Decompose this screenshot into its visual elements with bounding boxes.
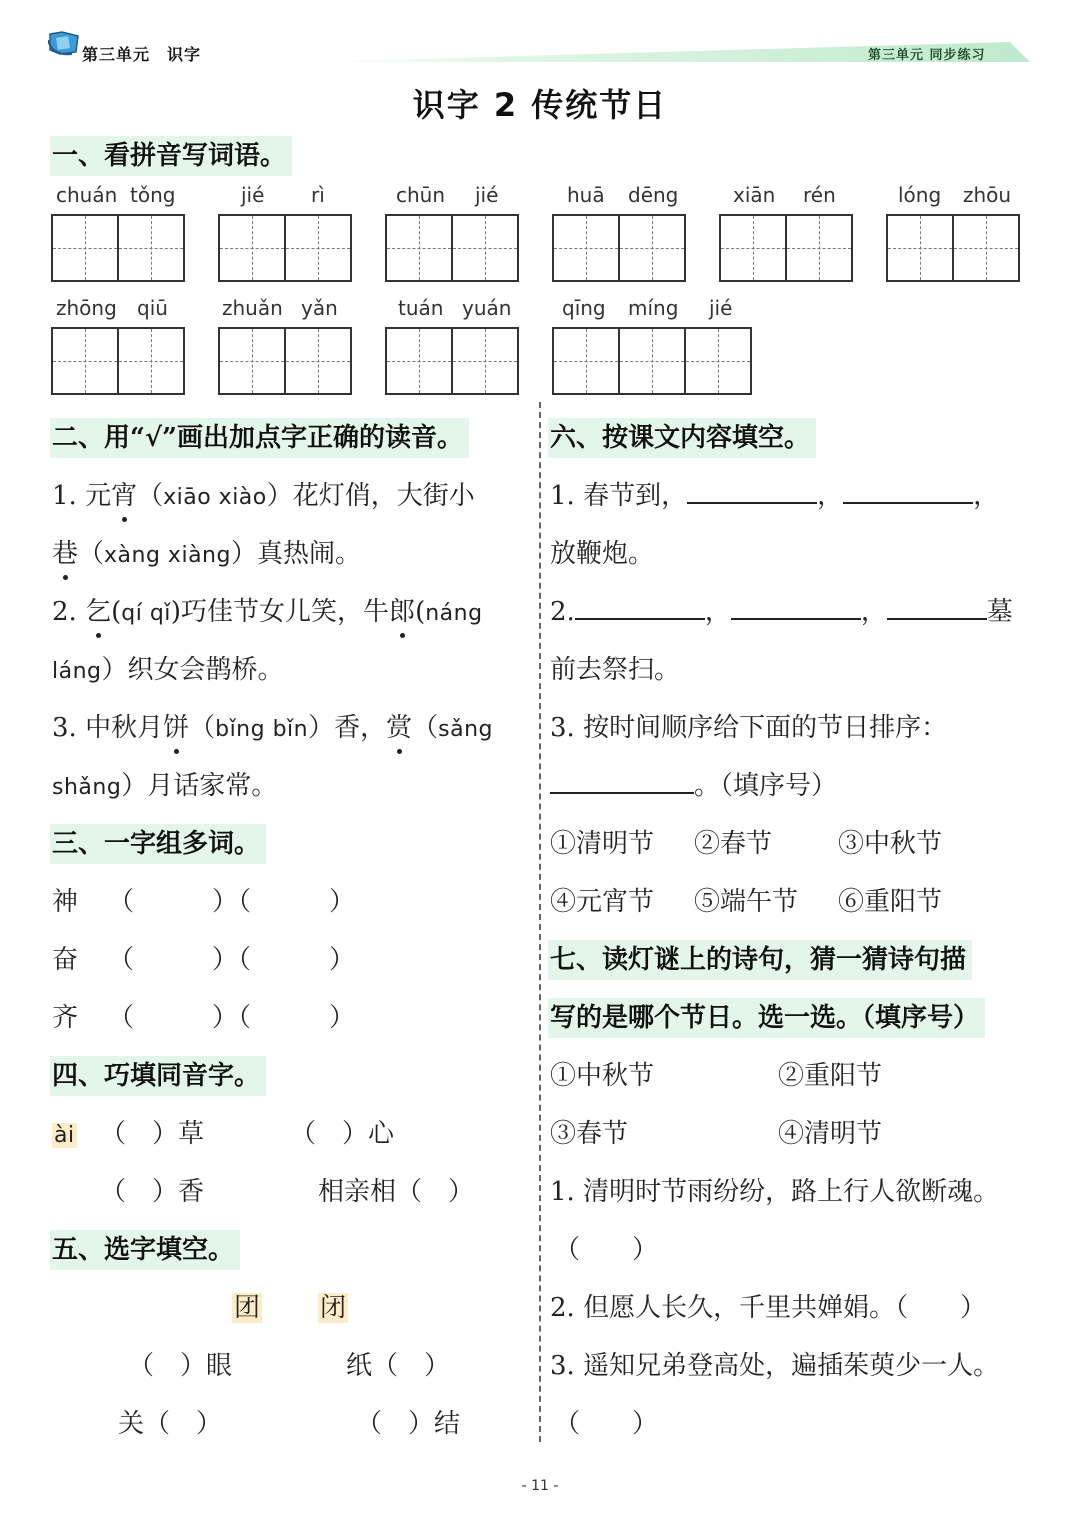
question-line: 3. 按时间顺序给下面的节日排序：	[550, 713, 948, 743]
writing-box[interactable]	[51, 327, 185, 395]
page-title: 识字 2 传统节日	[412, 86, 668, 124]
question-line: láng）织女会鹊桥。	[52, 655, 284, 685]
section-7-heading: 七、读灯谜上的诗句，猜一猜诗句描	[548, 940, 972, 980]
pinyin-label: lóng	[898, 183, 942, 207]
pinyin-label: jié	[241, 183, 265, 207]
writing-box[interactable]	[218, 327, 352, 395]
section-4-heading: 四、巧填同音字。	[50, 1056, 266, 1096]
section-5-heading: 五、选字填空。	[50, 1230, 240, 1270]
answer-paren: （ ）	[554, 1409, 659, 1439]
page-header	[0, 0, 1080, 80]
option-item: ②重阳节	[778, 1061, 883, 1091]
book-icon	[48, 30, 80, 56]
word-row: 神 （ ）（ ）	[52, 887, 356, 917]
writing-box[interactable]	[385, 327, 519, 395]
option-item: ②春节	[694, 829, 773, 859]
pinyin-label: qīng	[562, 296, 606, 320]
writing-box[interactable]	[719, 214, 853, 282]
question-line: 2. ， ， 墓	[550, 592, 1013, 632]
pinyin-label: zhōu	[963, 183, 1012, 207]
question-line: 。（填序号）	[550, 766, 837, 806]
pinyin-label: yuán	[462, 296, 512, 320]
choice-char: 团	[234, 1293, 261, 1323]
option-item: ①中秋节	[550, 1061, 655, 1091]
pinyin-label: chūn	[396, 183, 446, 207]
pinyin-label: huā	[567, 183, 605, 207]
question-line: 3. 中秋月饼（bǐng bǐn）香，赏（sǎng	[52, 708, 493, 750]
pinyin-hint: ài	[54, 1123, 75, 1148]
question-line: 2. 乞(qí qǐ)巧佳节女儿笑，牛郎(náng	[52, 592, 483, 634]
option-item: ⑥重阳节	[838, 887, 943, 917]
pinyin-label: yǎn	[301, 296, 338, 320]
option-item: ③春节	[550, 1119, 629, 1149]
word-row: 齐 （ ）（ ）	[52, 1003, 356, 1033]
writing-box[interactable]	[51, 214, 185, 282]
section-2-heading: 二、用“√”画出加点字正确的读音。	[50, 418, 469, 458]
pinyin-label: rén	[803, 183, 836, 207]
fill-item: 关（ ）	[118, 1409, 223, 1439]
question-line: shǎng）月话家常。	[52, 771, 278, 801]
option-item: ③中秋节	[838, 829, 943, 859]
writing-box[interactable]	[552, 327, 752, 395]
option-item: ①清明节	[550, 829, 655, 859]
choice-char: 闭	[320, 1293, 347, 1323]
practice-label: 第三单元 同步练习	[868, 48, 986, 63]
fill-item: （ ）结	[356, 1409, 461, 1439]
unit-label: 第三单元 识字	[82, 45, 202, 64]
pinyin-label: míng	[628, 296, 679, 320]
question-line: 1. 元宵（xiāo xiào）花灯俏，大街小	[52, 476, 475, 518]
option-item: ④元宵节	[550, 887, 655, 917]
option-item: ⑤端午节	[694, 887, 799, 917]
question-line: 巷（xàng xiàng）真热闹。	[52, 534, 361, 576]
fill-item: 相亲相（ ）	[318, 1177, 475, 1207]
section-1-heading: 一、看拼音写词语。	[50, 136, 292, 176]
pinyin-label: qiū	[137, 296, 168, 320]
pinyin-label: jié	[475, 183, 499, 207]
pinyin-label: rì	[311, 183, 325, 207]
section-3-heading: 三、一字组多词。	[50, 824, 266, 864]
pinyin-label: xiān	[733, 183, 776, 207]
section-6-heading: 六、按课文内容填空。	[548, 418, 816, 458]
fill-item: （ ）眼	[128, 1351, 233, 1381]
pinyin-label: zhuǎn	[222, 296, 283, 320]
column-divider	[539, 402, 541, 1442]
answer-paren: （ ）	[554, 1235, 659, 1265]
fill-item: （ ）草	[100, 1119, 205, 1149]
writing-box[interactable]	[218, 214, 352, 282]
pinyin-label: dēng	[628, 183, 679, 207]
question-line: 1. 春节到， ， ，	[550, 476, 999, 516]
option-item: ④清明节	[778, 1119, 883, 1149]
pinyin-label: tuán	[398, 296, 444, 320]
question-line: 放鞭炮。	[550, 539, 655, 569]
pinyin-label: jié	[709, 296, 733, 320]
pinyin-label: tǒng	[130, 183, 176, 207]
writing-box[interactable]	[552, 214, 686, 282]
writing-box[interactable]	[385, 214, 519, 282]
page-number: - 11 -	[521, 1478, 559, 1494]
word-row: 奋 （ ）（ ）	[52, 945, 356, 975]
fill-item: （ ）香	[100, 1177, 205, 1207]
question-line: 1. 清明时节雨纷纷，路上行人欲断魂。	[550, 1177, 1000, 1207]
question-line: 3. 遥知兄弟登高处，遍插茱萸少一人。	[550, 1351, 1000, 1381]
writing-box[interactable]	[886, 214, 1020, 282]
question-line: 2. 但愿人长久，千里共婵娟。（ ）	[550, 1293, 987, 1323]
section-7-heading-cont: 写的是哪个节日。选一选。（填序号）	[548, 998, 985, 1038]
fill-item: 纸（ ）	[346, 1351, 451, 1381]
pinyin-label: zhōng	[56, 296, 117, 320]
fill-item: （ ）心	[290, 1119, 395, 1149]
pinyin-label: chuán	[56, 183, 118, 207]
question-line: 前去祭扫。	[550, 655, 681, 685]
